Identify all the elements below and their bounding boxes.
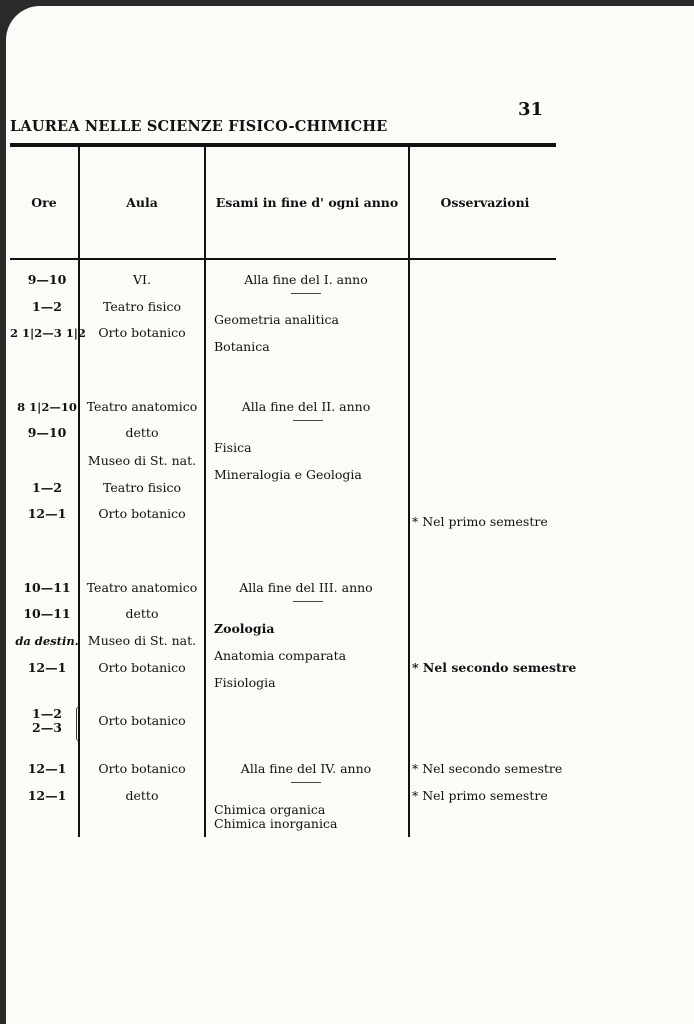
ore-cell: 10—11 xyxy=(23,606,71,621)
aula-cell: detto xyxy=(125,425,159,440)
subject-cell: Chimica inorganica xyxy=(214,816,338,831)
ore-cell: 8 1|2—10 xyxy=(17,400,77,414)
aula-cell: Orto botanico xyxy=(98,660,186,675)
osservazioni-cell: * Nel secondo semestre xyxy=(412,660,577,675)
header-osservazioni: Osservazioni xyxy=(440,195,530,210)
year-heading: Alla fine del IV. anno xyxy=(240,761,372,776)
aula-cell: Orto botanico xyxy=(98,713,186,728)
aula-cell: Museo di St. nat. xyxy=(87,453,197,468)
column-divider-aula xyxy=(204,147,206,837)
subject-cell: Mineralogia e Geologia xyxy=(214,467,362,482)
top-rule xyxy=(10,143,556,147)
osservazioni-cell: * Nel secondo semestre xyxy=(412,761,563,776)
ore-cell: 12—1 xyxy=(27,506,67,521)
subject-cell: Fisica xyxy=(214,440,252,455)
header-aula: Aula xyxy=(126,195,158,210)
ore-cell: 1—2 xyxy=(32,706,62,721)
aula-cell: Orto botanico xyxy=(98,761,186,776)
header-ore: Ore xyxy=(31,195,57,210)
ore-cell: 9—10 xyxy=(27,272,67,287)
subject-cell: Zoologia xyxy=(214,621,275,636)
osservazioni-cell: * Nel primo semestre xyxy=(412,788,548,803)
aula-cell: Orto botanico xyxy=(98,325,186,340)
aula-cell: Teatro anatomico xyxy=(86,580,198,595)
subject-cell: Fisiologia xyxy=(214,675,276,690)
aula-cell: detto xyxy=(125,788,159,803)
subject-cell: Chimica organica xyxy=(214,802,326,817)
ore-cell: da destin. xyxy=(15,634,79,648)
aula-cell: Orto botanico xyxy=(98,506,186,521)
year-heading: Alla fine del I. anno xyxy=(244,272,368,287)
column-divider-esami xyxy=(408,147,410,837)
year-heading: Alla fine del III. anno xyxy=(239,580,373,595)
running-head: LAUREA NELLE SCIENZE FISICO-CHIMICHE xyxy=(10,118,388,135)
aula-cell: detto xyxy=(125,606,159,621)
header-rule xyxy=(10,258,556,260)
year-dash xyxy=(291,782,321,783)
ore-cell: 2—3 xyxy=(32,720,62,735)
document-page xyxy=(6,6,694,1024)
aula-cell: Teatro fisico xyxy=(103,480,181,495)
header-esami: Esami in fine d' ogni anno xyxy=(215,195,399,210)
aula-cell: VI. xyxy=(133,272,151,287)
ore-cell: 1—2 xyxy=(32,480,62,495)
osservazioni-cell: * Nel primo semestre xyxy=(412,514,548,529)
year-dash xyxy=(293,420,323,421)
ore-cell: 1—2 xyxy=(32,299,62,314)
year-dash xyxy=(291,293,321,294)
ore-cell: 10—11 xyxy=(23,580,71,595)
aula-cell: Teatro fisico xyxy=(103,299,181,314)
ore-cell: 9—10 xyxy=(27,425,67,440)
subject-cell: Geometria analitica xyxy=(214,312,340,327)
year-dash xyxy=(293,601,323,602)
aula-cell: Teatro anatomico xyxy=(86,399,198,414)
ore-cell: 2 1|2—3 1|2 xyxy=(10,326,86,340)
year-heading: Alla fine del II. anno xyxy=(241,399,371,414)
ore-cell: 12—1 xyxy=(27,788,67,803)
subject-cell: Botanica xyxy=(214,339,270,354)
subject-cell: Anatomia comparata xyxy=(214,648,347,663)
ore-cell: 12—1 xyxy=(27,660,67,675)
page-number: 31 xyxy=(518,99,544,120)
ore-cell: 12—1 xyxy=(27,761,67,776)
aula-cell: Museo di St. nat. xyxy=(87,633,197,648)
